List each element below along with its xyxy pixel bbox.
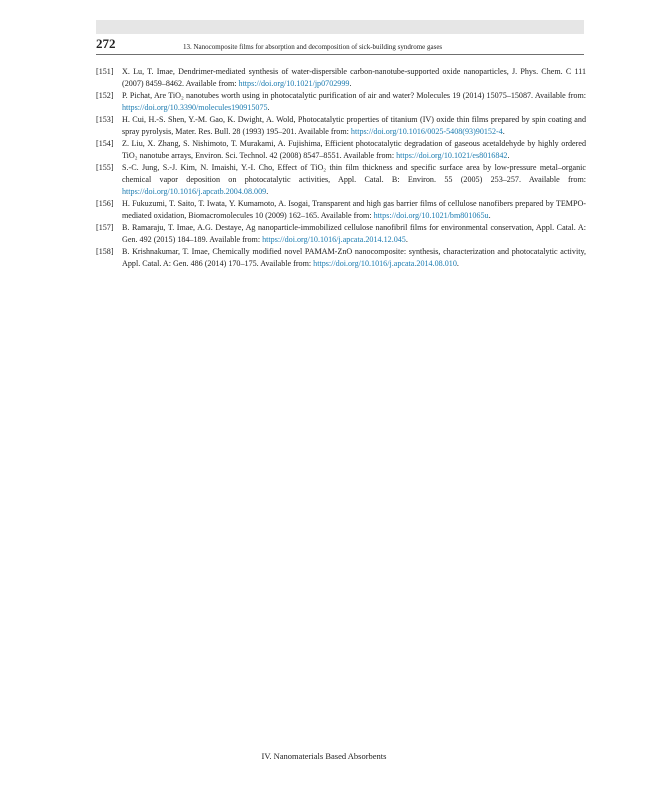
reference-number: [156]: [96, 199, 114, 208]
reference-number: [158]: [96, 247, 114, 256]
reference-text: H. Cui, H.-S. Shen, Y.-M. Gao, K. Dwight, A. Wold, Photocatalytic properties of titanium (IV) oxide thin films prepared by spin coating and spray pyrolysis, Mater. Res. Bull. 28 (1993) 195–201. Available from:: [122, 115, 586, 136]
reference-item: [96, 162, 586, 198]
reference-end: .: [456, 259, 459, 268]
reference-item: [96, 66, 586, 90]
header-bar: [96, 20, 584, 34]
doi-link[interactable]: https://doi.org/10.1016/0025-5408(93)90152-4: [350, 127, 503, 136]
reference-end: .: [507, 151, 510, 160]
reference-item: [96, 246, 586, 270]
page-footer: IV. Nanomaterials Based Absorbents: [261, 751, 387, 761]
doi-link[interactable]: https://doi.org/10.1016/j.apcatb.2004.08.009: [122, 187, 267, 196]
reference-item: [96, 114, 586, 138]
reference-text: H. Fukuzumi, T. Saito, T. Iwata, Y. Kumamoto, A. Isogai, Transparent and high gas barrier films of cellulose nanofibers prepared by TEMPO-mediated oxidation, Biomacromolecules 10 (2009) 162–165. Available from:: [122, 199, 586, 220]
reference-item: [96, 198, 586, 222]
page-number: 272: [96, 36, 116, 51]
doi-link[interactable]: https://doi.org/10.1016/j.apcata.2014.12.045: [262, 235, 406, 244]
reference-text: S.-C. Jung, S.-J. Kim, N. Imaishi, Y.-I. Cho, Effect of TiO₂ thin film thickness and specific surface area by low-pressure metal–organic chemical vapor deposition on photocatalytic activities, Appl. Catal. B: Environ. 55 (2005) 253–257. Available from:: [122, 163, 586, 184]
reference-end: .: [405, 235, 408, 244]
reference-number: [153]: [96, 115, 114, 124]
doi-link[interactable]: https://doi.org/10.1021/es8016842: [396, 151, 508, 160]
reference-number: [155]: [96, 163, 114, 172]
reference-number: [152]: [96, 91, 114, 100]
reference-item: [96, 222, 586, 246]
reference-number: [157]: [96, 223, 114, 232]
running-head: 13. Nanocomposite films for absorption and decomposition of sick-building syndrome gases: [183, 43, 443, 51]
doi-link[interactable]: https://doi.org/10.1021/jp0702999: [238, 79, 350, 88]
doi-link[interactable]: https://doi.org/10.1016/j.apcata.2014.08.010: [313, 259, 457, 268]
reference-item: [96, 90, 586, 114]
reference-text: Z. Liu, X. Zhang, S. Nishimoto, T. Murakami, A. Fujishima, Efficient photocatalytic degradation of gaseous acetaldehyde by highly ordered TiO₂ nanotube arrays, Environ. Sci. Technol. 42 (2008) 8547–8551. Available from:: [122, 139, 586, 160]
reference-end: .: [266, 187, 269, 196]
doi-link[interactable]: https://doi.org/10.1021/bm801065u: [373, 211, 489, 220]
header-rule: [96, 54, 584, 55]
reference-number: [151]: [96, 67, 114, 76]
doi-link[interactable]: https://doi.org/10.3390/molecules190915075: [122, 103, 268, 112]
reference-end: .: [267, 103, 270, 112]
reference-text: P. Pichat, Are TiO₂ nanotubes worth using in photocatalytic purification of air and water? Molecules 19 (2014) 15075–15087. Available from:: [122, 91, 586, 100]
reference-end: .: [349, 79, 352, 88]
reference-list: [96, 66, 586, 270]
reference-number: [154]: [96, 139, 114, 148]
reference-end: .: [488, 211, 491, 220]
reference-item: [96, 138, 586, 162]
reference-end: .: [502, 127, 505, 136]
reference-text: B. Ramaraju, T. Imae, A.G. Destaye, Ag nanoparticle-immobilized cellulose nanofibril films for environmental conservation, Appl. Catal. A: Gen. 492 (2015) 184–189. Available from:: [122, 223, 586, 244]
reference-text: X. Lu, T. Imae, Dendrimer-mediated synthesis of water-dispersible carbon-nanotube-supported oxide nanoparticles, J. Phys. Chem. C 111 (2007) 8459–8462. Available from:: [122, 67, 586, 88]
reference-text: B. Krishnakumar, T. Imae, Chemically modified novel PAMAM-ZnO nanocomposite: synthesis, characterization and photocatalytic activity, Appl. Catal. A: Gen. 486 (2014) 170–175. Available from:: [122, 247, 586, 268]
